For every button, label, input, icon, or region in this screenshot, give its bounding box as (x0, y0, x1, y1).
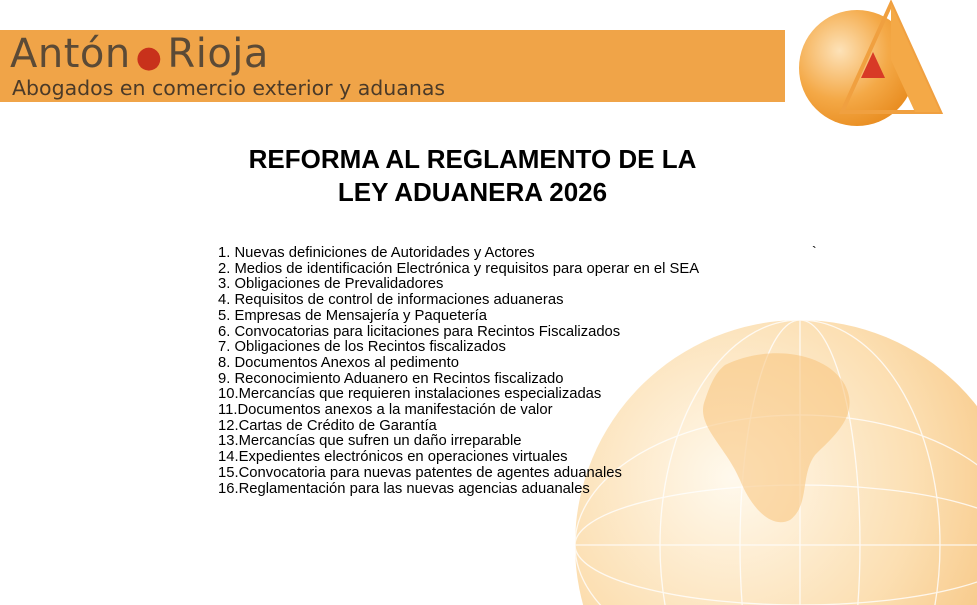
list-item: 6. Convocatorias para licitaciones para Recintos Fiscalizados (218, 323, 621, 340)
list-item: 16.Reglamentación para las nuevas agencias aduanales (218, 480, 590, 497)
list-item: 13.Mercancías que sufren un daño irreparable (218, 433, 522, 450)
list-item: 15.Convocatoria para nuevas patentes de agentes aduanales (218, 464, 622, 481)
list-item: 5. Empresas de Mensajería y Paquetería (218, 307, 487, 324)
page-title (180, 143, 765, 209)
list-item: 11.Documentos anexos a la manifestación de valor (218, 402, 553, 419)
title-line-1: REFORMA AL REGLAMENTO DE LA (248, 144, 697, 174)
list-item: 1. Nuevas definiciones de Autoridades y Actores (218, 245, 535, 261)
brand-name-first: Antón (10, 31, 131, 77)
title-line-2: LEY ADUANERA 2026 (337, 177, 608, 207)
brand-tagline: Abogados en comercio exterior y aduanas (12, 76, 446, 100)
list-item: 10.Mercancías que requieren instalaciones especializadas (218, 386, 602, 403)
list-item: 3. Obligaciones de Prevalidadores (218, 276, 444, 293)
brand-name (10, 32, 269, 80)
brand-dot: ● (135, 40, 163, 75)
reform-topics-list (218, 246, 699, 497)
list-item: 8. Documentos Anexos al pedimento (218, 354, 460, 371)
list-item: 4. Requisitos de control de informaciones aduaneras (218, 292, 564, 309)
list-item: 12.Cartas de Crédito de Garantía (218, 417, 437, 434)
list-item: 2. Medios de identificación Electrónica y requisitos para operar en el SEA (218, 260, 700, 277)
brand-name-second: Rioja (167, 31, 269, 77)
list-item: 9. Reconocimiento Aduanero en Recintos fiscalizado (218, 370, 564, 387)
logo-icon (795, 0, 945, 128)
list-item: 14.Expedientes electrónicos en operaciones virtuales (218, 449, 568, 466)
stray-mark: ` (812, 243, 817, 259)
list-item: 7. Obligaciones de los Recintos fiscalizados (218, 339, 506, 356)
